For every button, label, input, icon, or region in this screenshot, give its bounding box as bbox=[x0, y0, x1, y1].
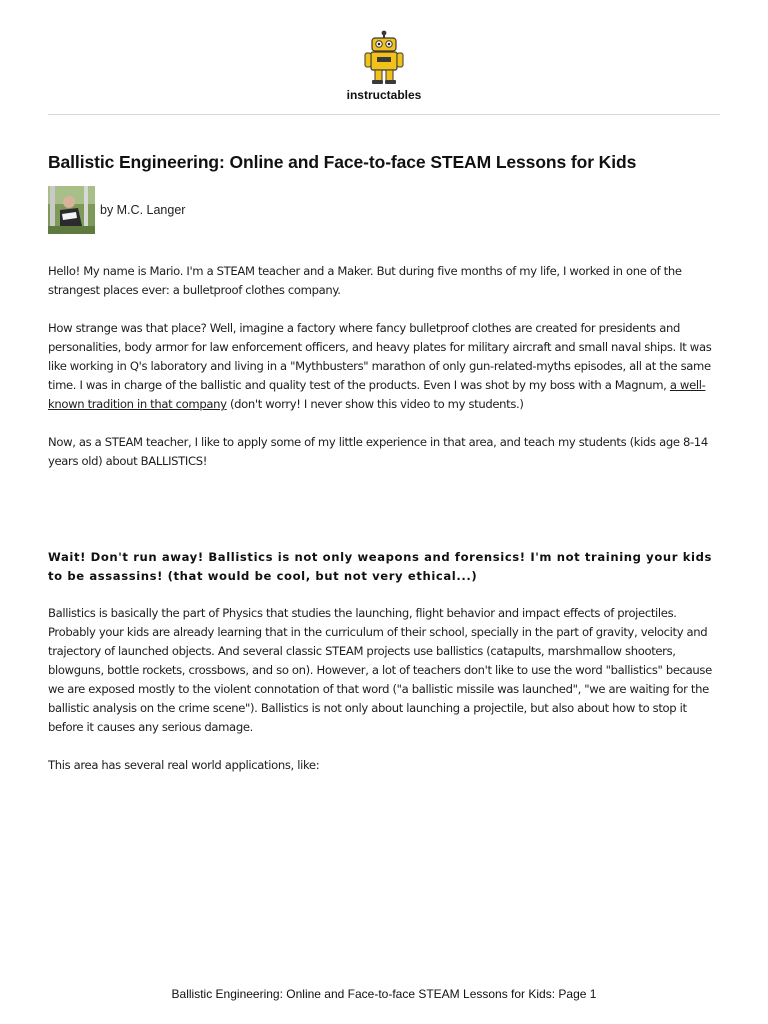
author-byline[interactable]: by M.C. Langer bbox=[100, 203, 186, 217]
section-heading: Wait! Don't run away! Ballistics is not only weapons and forensics! I'm not training your kids to be assassins! (that would be cool, but not very ethical...) bbox=[48, 550, 713, 583]
tradition-link[interactable]: a well-known tradition in that company bbox=[48, 378, 706, 411]
brand-name[interactable]: instructables bbox=[346, 88, 422, 102]
author-row bbox=[48, 186, 448, 236]
paragraph-text: (don't worry! I never show this video to my students.) bbox=[226, 397, 524, 411]
page-footer: Ballistic Engineering: Online and Face-to-face STEAM Lessons for Kids: Page 1 bbox=[171, 987, 597, 1001]
factory-paragraph bbox=[48, 319, 722, 414]
ballistics-paragraph: Ballistics is basically the part of Physics that studies the launching, flight behavior and impact effects of projectiles. Probably your kids are already learning that in the curriculum of their school, specially in the part of gravity, velocity and trajectory of launched objects. And several classic STEAM projects use ballistics (catapults, marshmallow shooters, blowguns, bottle rockets, crossbows, and so on). However, a lot of teachers don't like to use the word "ballistics" because we are exposed mostly to the violent connotation of that word ("a ballistic missile was launched", "we are waiting for the ballistic analysis on the crime scene"). Ballistics is not only about launching a projectile, but also about how to stop it before it causes any serious damage. bbox=[48, 606, 712, 734]
page-title: Ballistic Engineering: Online and Face-to-face STEAM Lessons for Kids bbox=[48, 152, 637, 172]
applications-paragraph: This area has several real world applications, like: bbox=[48, 758, 320, 772]
header-divider bbox=[48, 114, 720, 115]
instructables-robot-icon[interactable] bbox=[362, 30, 406, 86]
teacher-paragraph: Now, as a STEAM teacher, I like to apply some of my little experience in that area, and teach my students (kids age 8-14 years old) about BALLISTICS! bbox=[48, 435, 708, 468]
page-header bbox=[0, 0, 768, 116]
paragraph-text: How strange was that place? Well, imagine a factory where fancy bulletproof clothes are created for presidents and personalities, body armor for law enforcement officers, and heavy plates for military aircraft and small naval ships. It was like working in Q's laboratory and living in a "Mythbusters" marathon of only gun-related-myths episodes, all at the same time. I was in charge of the ballistic and quality test of the products. Even I was shot by my boss with a Magnum, bbox=[48, 321, 712, 392]
intro-paragraph: Hello! My name is Mario. I'm a STEAM teacher and a Maker. But during five months of my life, I worked in one of the strangest places ever: a bulletproof clothes company. bbox=[48, 264, 682, 297]
author-avatar-photo[interactable] bbox=[48, 186, 95, 234]
